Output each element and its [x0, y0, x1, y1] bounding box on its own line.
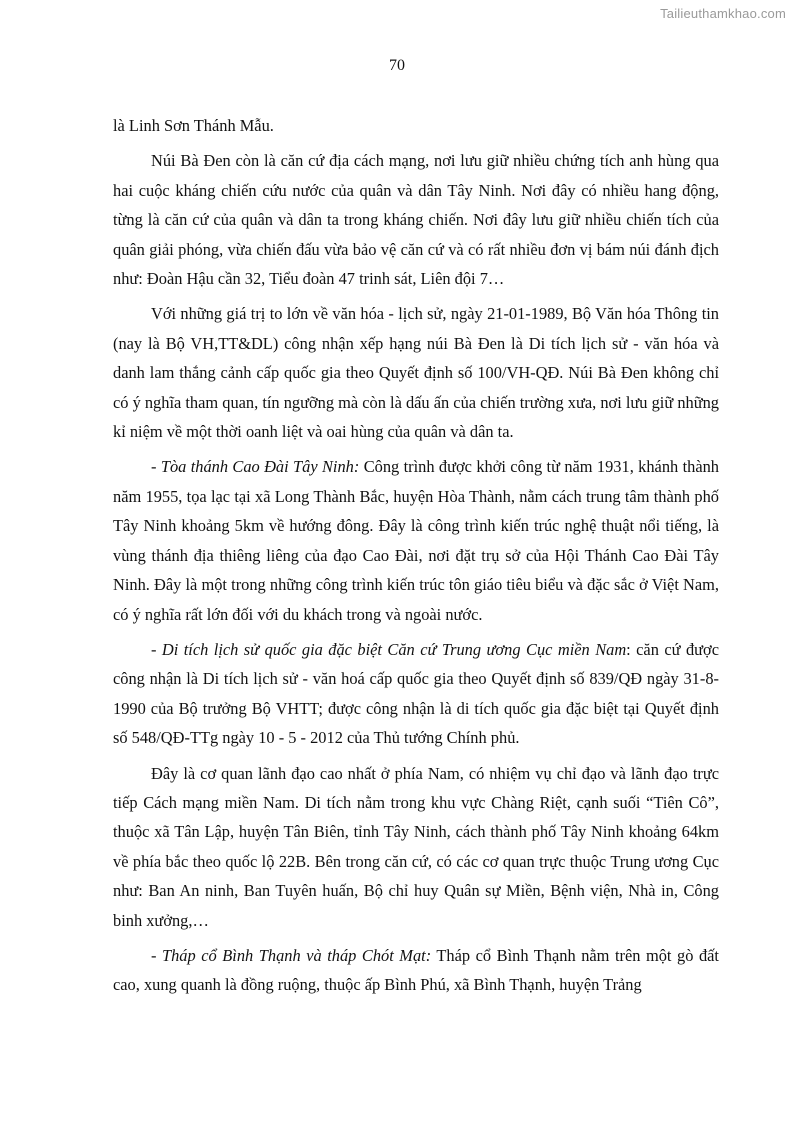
paragraph-text: là Linh Sơn Thánh Mẫu.	[113, 116, 274, 135]
paragraph-lead: - Tháp cổ Bình Thạnh và tháp Chót Mạt:	[151, 945, 432, 965]
paragraph-2	[113, 146, 719, 293]
paragraph-lead: - Di tích lịch sử quốc gia đặc biệt Căn cứ Trung ương Cục miền Nam	[151, 639, 627, 659]
paragraph-text: Tháp cổ Bình Thạnh nằm trên một gò đất cao, xung quanh là đồng ruộng, thuộc ấp Bình Phú, xã Bình Thạnh, huyện Trảng	[113, 945, 719, 995]
paragraph-1	[113, 111, 719, 140]
paragraph-3	[113, 299, 719, 446]
paragraph-text: Với những giá trị to lớn về văn hóa - lịch sử, ngày 21-01-1989, Bộ Văn hóa Thông tin (nay là Bộ VH,TT&DL) công nhận xếp hạng núi Bà Đen là Di tích lịch sử - văn hóa và danh lam thắng cảnh cấp quốc gia theo Quyết định số 100/VH-QĐ. Núi Bà Đen không chỉ có ý nghĩa tham quan, tín ngưỡng mà còn là dấu ấn của chiến trường xưa, nơi lưu giữ những kỉ niệm về một thời oanh liệt và oai hùng của quân và dân ta.	[113, 304, 719, 442]
paragraph-text: Đây là cơ quan lãnh đạo cao nhất ở phía Nam, có nhiệm vụ chỉ đạo và lãnh đạo trực tiếp Cách mạng miền Nam. Di tích nằm trong khu vực Chàng Riệt, cạnh suối “Tiên Cô”, thuộc xã Tân Lập, huyện Tân Biên, tỉnh Tây Ninh, cách thành phố Tây Ninh khoảng 64km về phía bắc theo quốc lộ 22B. Bên trong căn cứ, có các cơ quan trực thuộc Trung ương Cục như: Ban An ninh, Ban Tuyên huấn, Bộ chỉ huy Quân sự Miền, Bệnh viện, Nhà in, Công binh xưởng,…	[113, 763, 719, 930]
paragraph-text: : căn cứ được công nhận là Di tích lịch sử - văn hoá cấp quốc gia theo Quyết định số 839/QĐ ngày 31-8-1990 của Bộ trưởng Bộ VHTT; được công nhận là di tích quốc gia đặc biệt tại Quyết định số 548/QĐ-TTg ngày 10 - 5 - 2012 của Thủ tướng Chính phủ.	[113, 639, 719, 748]
paragraph-6	[113, 759, 719, 935]
page-number: 70	[389, 57, 405, 74]
paragraph-5	[113, 635, 719, 753]
paragraph-text: Công trình được khởi công từ năm 1931, khánh thành năm 1955, tọa lạc tại xã Long Thành Bắc, huyện Hòa Thành, nằm cách trung tâm thành phố Tây Ninh khoảng 5km về hướng đông. Đây là công trình kiến trúc nghệ thuật nổi tiếng, là vùng thánh địa thiêng liêng của đạo Cao Đài, nơi đặt trụ sở của Hội Thánh Cao Đài Tây Ninh. Đây là một trong những công trình kiến trúc tôn giáo tiêu biểu và đặc sắc ở Việt Nam, có ý nghĩa rất lớn đối với du khách trong và ngoài nước.	[113, 457, 720, 624]
document-body	[113, 111, 719, 1000]
paragraph-lead: - Tòa thánh Cao Đài Tây Ninh:	[151, 457, 360, 477]
watermark: Tailieuthamkhao.com	[660, 6, 786, 21]
paragraph-text: Núi Bà Đen còn là căn cứ địa cách mạng, nơi lưu giữ nhiều chứng tích anh hùng qua hai cuộc kháng chiến cứu nước của quân và dân Tây Ninh. Nơi đây có nhiều hang động, từng là căn cứ của quân và dân ta trong kháng chiến. Nơi đây lưu giữ nhiều chiến tích của quân giải phóng, vừa chiến đấu vừa bảo vệ căn cứ và có rất nhiều đơn vị bám núi đánh địch như: Đoàn Hậu cần 32, Tiểu đoàn 47 trinh sát, Liên đội 7…	[113, 151, 719, 289]
paragraph-7	[113, 941, 719, 1000]
paragraph-4	[113, 452, 719, 628]
